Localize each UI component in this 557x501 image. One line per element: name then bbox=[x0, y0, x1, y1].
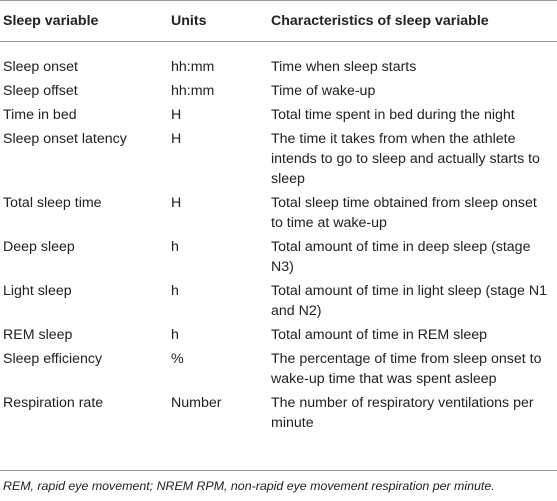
cell-units: hh:mm bbox=[171, 59, 215, 75]
cell-variable: Light sleep bbox=[3, 283, 72, 299]
cell-description: Total amount of time in REM sleep bbox=[271, 327, 488, 343]
cell-description: Time when sleep starts bbox=[271, 59, 417, 75]
cell-variable: Total sleep time bbox=[3, 195, 102, 211]
cell-description: The percentage of time from sleep onset to wake-up time that was spent asleep bbox=[271, 351, 542, 387]
cell-description: Total amount of time in deep sleep (stage N3) bbox=[271, 239, 531, 275]
cell-units: H bbox=[171, 131, 182, 147]
table-header bbox=[0, 1, 557, 42]
cell-variable: Time in bed bbox=[3, 107, 77, 123]
cell-variable: Sleep efficiency bbox=[3, 351, 103, 367]
cell-description: Total time spent in bed during the night bbox=[271, 107, 515, 123]
table-body bbox=[0, 42, 557, 446]
header-units: Units bbox=[171, 13, 207, 29]
table-row bbox=[0, 391, 557, 445]
cell-units: Number bbox=[171, 395, 222, 411]
cell-units: H bbox=[171, 107, 182, 123]
cell-units: h bbox=[171, 239, 179, 255]
table-row bbox=[0, 347, 557, 391]
table-row bbox=[0, 127, 557, 191]
cell-description: The time it takes from when the athlete intends to go to sleep and actually starts to sleep bbox=[271, 131, 540, 187]
table-row bbox=[0, 42, 557, 80]
cell-variable: Deep sleep bbox=[3, 239, 75, 255]
cell-description: Total sleep time obtained from sleep onset to time at wake-up bbox=[271, 195, 537, 231]
table-row bbox=[0, 279, 557, 323]
table-row bbox=[0, 103, 557, 127]
table-row bbox=[0, 191, 557, 235]
header-row bbox=[0, 1, 557, 42]
cell-variable: REM sleep bbox=[3, 327, 73, 343]
cell-units: h bbox=[171, 283, 179, 299]
cell-units: H bbox=[171, 195, 182, 211]
table-row bbox=[0, 323, 557, 347]
cell-variable: Sleep offset bbox=[3, 83, 78, 99]
cell-variable: Respiration rate bbox=[3, 395, 104, 411]
table-footnote: REM, rapid eye movement; NREM RPM, non-rapid eye movement respiration per minute. bbox=[3, 479, 495, 493]
header-characteristics: Characteristics of sleep variable bbox=[271, 13, 489, 29]
table-row bbox=[0, 235, 557, 279]
header-sleep-variable: Sleep variable bbox=[3, 13, 99, 29]
cell-description: Time of wake-up bbox=[271, 83, 376, 99]
table-bottom-rule bbox=[0, 470, 557, 471]
cell-description: The number of respiratory ventilations per minute bbox=[271, 395, 534, 431]
cell-units: h bbox=[171, 327, 179, 343]
cell-units: % bbox=[171, 351, 184, 367]
cell-units: hh:mm bbox=[171, 83, 215, 99]
cell-variable: Sleep onset latency bbox=[3, 131, 127, 147]
cell-variable: Sleep onset bbox=[3, 59, 78, 75]
cell-description: Total amount of time in light sleep (stage N1 and N2) bbox=[271, 283, 548, 319]
table-row bbox=[0, 79, 557, 103]
